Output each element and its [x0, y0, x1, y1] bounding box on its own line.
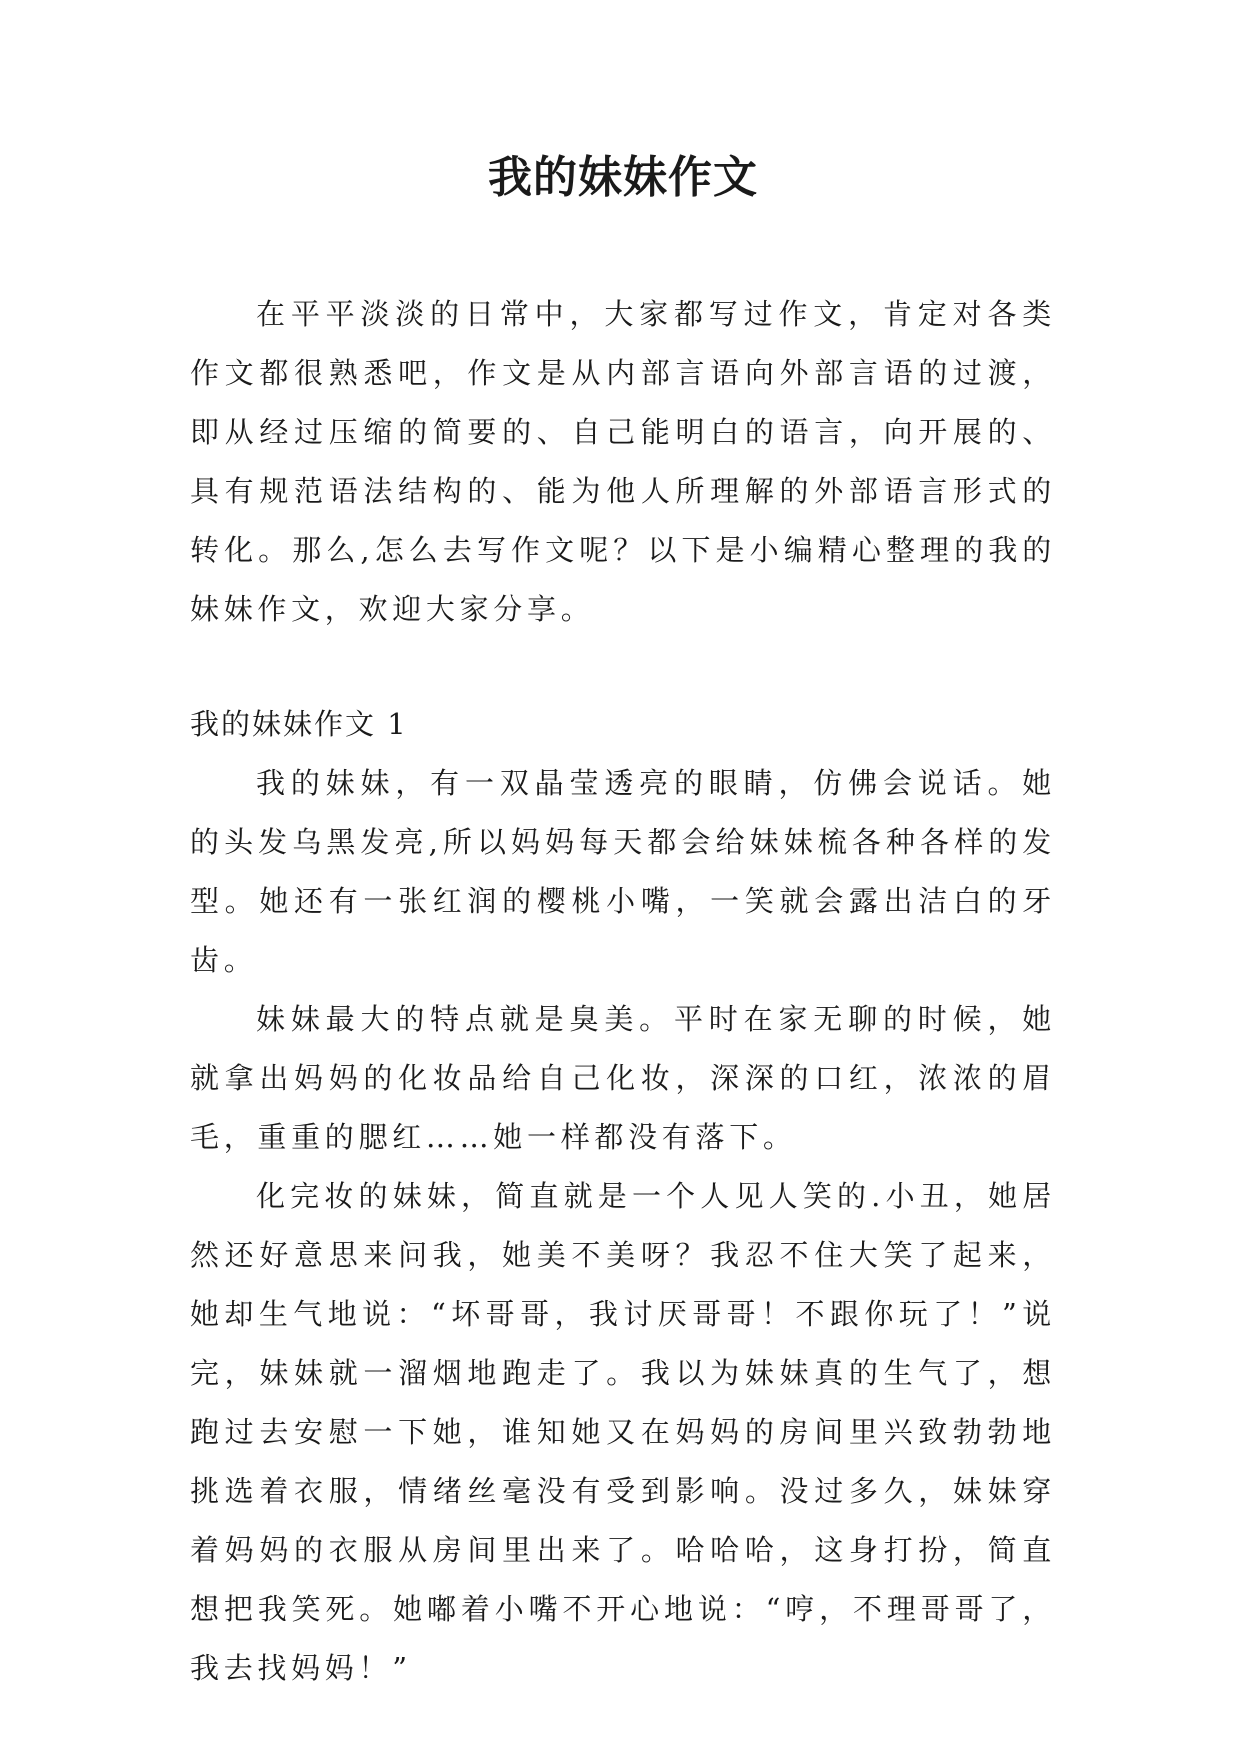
body-paragraph: 妹妹最大的特点就是臭美。平时在家无聊的时候，她就拿出妈妈的化妆品给自己化妆，深深的口红，浓浓的眉毛，重重的腮红……她一样都没有落下。: [190, 1002, 1056, 1154]
body-paragraph: 化完妆的妹妹，简直就是一个人见人笑的.小丑，她居然还好意思来问我，她美不美呀？我忍不住大笑了起来，她却生气地说：“坏哥哥，我讨厌哥哥！不跟你玩了！”说完，妹妹就一溜烟地跑走了。我以为妹妹真的生气了，想跑过去安慰一下她，谁知她又在妈妈的房间里兴致勃勃地挑选着衣服，情绪丝毫没有受到影响。没过多久，妹妹穿着妈妈的衣服从房间里出来了。哈哈哈，这身打扮，简直想把我笑死。她嘟着小嘴不开心地说：“哼，不理哥哥了，我去找妈妈！”: [190, 1179, 1056, 1685]
intro-paragraph: 在平平淡淡的日常中，大家都写过作文，肯定对各类作文都很熟悉吧，作文是从内部言语向外部言语的过渡，即从经过压缩的简要的、自己能明白的语言，向开展的、具有规范语法结构的、能为他人所理解的外部语言形式的转化。那么,怎么去写作文呢？以下是小编精心整理的我的妹妹作文，欢迎大家分享。: [190, 297, 1056, 626]
body-paragraph: 我的妹妹，有一双晶莹透亮的眼睛，仿佛会说话。她的头发乌黑发亮,所以妈妈每天都会给妹妹梳各种各样的发型。她还有一张红润的樱桃小嘴，一笑就会露出洁白的牙齿。: [190, 766, 1056, 977]
section-heading: 我的妹妹作文 1: [190, 707, 408, 741]
document-title: 我的妹妹作文: [488, 152, 758, 203]
body-text: [190, 754, 1056, 1698]
